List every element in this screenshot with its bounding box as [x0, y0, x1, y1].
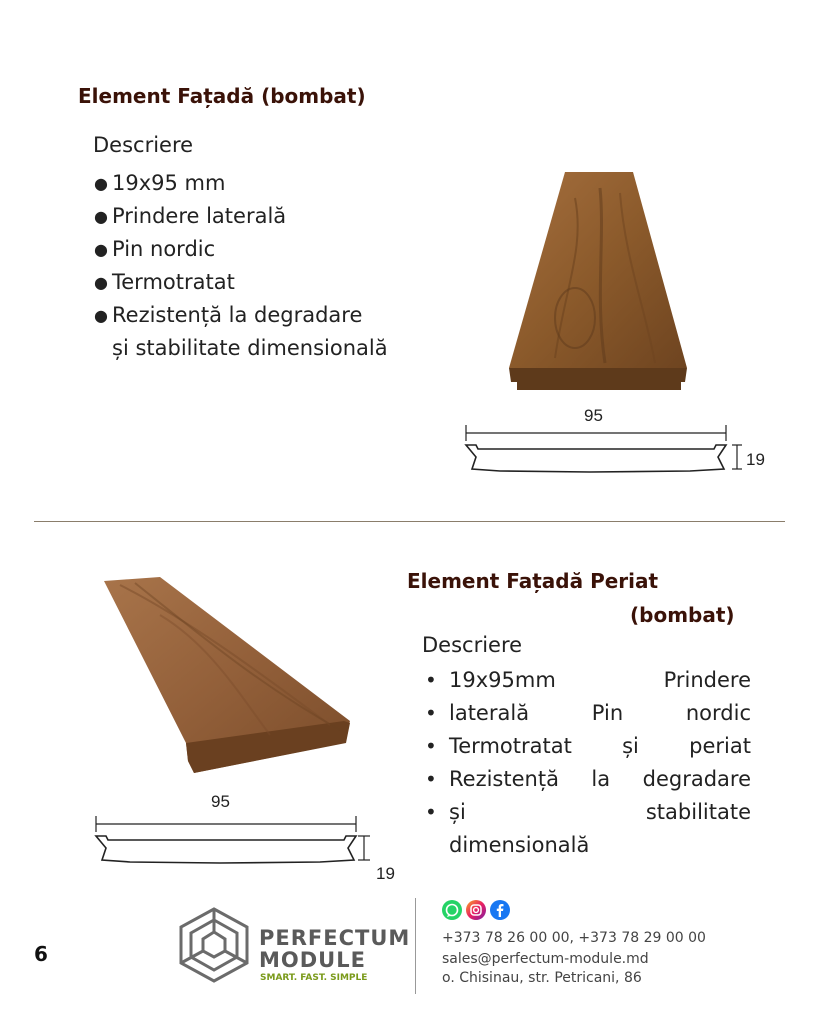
product2-dimension-drawing — [90, 810, 390, 874]
footer-email[interactable]: sales@perfectum-module.md — [442, 951, 649, 967]
footer-address: o. Chisinau, str. Petricani, 86 — [442, 970, 642, 986]
product2-description-label: Descriere — [422, 633, 523, 657]
product2-bullet-item — [425, 664, 751, 697]
product2-bullet-word: și — [449, 800, 466, 824]
product1-dim-height: 19 — [746, 450, 765, 469]
product2-bullet-word: Prindere — [663, 668, 751, 692]
product2-dim-height: 19 — [376, 864, 395, 883]
product2-bullet-item — [425, 763, 751, 796]
brand-line1: PERFECTUM — [259, 926, 411, 950]
product2-bullet-word: laterală — [449, 701, 530, 725]
section-divider — [34, 521, 785, 522]
product2-bullet-word: 19x95mm — [449, 668, 556, 692]
product2-title-line2: (bombat) — [630, 603, 735, 627]
product2-bullet-item — [425, 697, 751, 730]
product1-bullet-text: 19x95 mm — [112, 171, 226, 195]
bullet-dot-icon: ● — [94, 207, 108, 226]
product1-bullet-item — [94, 299, 388, 332]
product1-description-label: Descriere — [93, 133, 194, 157]
product2-bullet-word: degradare — [642, 767, 751, 791]
bullet-dot-icon: • — [425, 734, 437, 758]
product2-bullet-word: Pin — [591, 701, 624, 725]
product1-bullet-item — [112, 332, 388, 365]
product2-bullet-word: stabilitate — [645, 800, 751, 824]
product2-wood-image — [100, 575, 352, 775]
product2-bullet-word: la — [591, 767, 611, 791]
whatsapp-icon[interactable] — [442, 900, 462, 920]
product1-wood-image — [505, 168, 695, 393]
facebook-icon[interactable] — [490, 900, 510, 920]
product2-bullet-word: dimensională — [449, 833, 590, 857]
product1-dim-width: 95 — [584, 406, 603, 425]
product2-bullet-item — [425, 796, 751, 829]
product2-bullet-word: nordic — [685, 701, 751, 725]
bullet-dot-icon: • — [425, 701, 437, 725]
product2-bullet-item — [449, 829, 751, 862]
bullet-dot-icon: • — [425, 668, 437, 692]
product2-bullet-word: periat — [689, 734, 751, 758]
perfectum-logo-icon — [177, 906, 251, 984]
footer-phones: +373 78 26 00 00, +373 78 29 00 00 — [442, 930, 706, 946]
product1-title: Element Fațadă (bombat) — [78, 84, 366, 108]
bullet-dot-icon: ● — [94, 273, 108, 292]
product2-bullet-word: Termotratat — [449, 734, 572, 758]
footer-divider — [415, 898, 416, 994]
product1-bullet-text: Rezistență la degradare — [112, 303, 363, 327]
product1-dimension-drawing — [460, 405, 780, 485]
product1-bullet-list — [94, 167, 388, 365]
product1-bullet-item — [94, 233, 388, 266]
page-number: 6 — [34, 942, 48, 966]
product2-title-line1: Element Fațadă Periat — [407, 569, 659, 593]
product1-bullet-text: Termotratat — [112, 270, 235, 294]
bullet-dot-icon: • — [425, 767, 437, 791]
social-icons — [442, 900, 510, 920]
product2-bullet-word: și — [622, 734, 639, 758]
brand-line2: MODULE — [259, 948, 366, 972]
product1-bullet-item — [94, 167, 388, 200]
product2-dim-width: 95 — [211, 792, 230, 811]
product1-bullet-item — [94, 200, 388, 233]
brand-tagline: SMART. FAST. SIMPLE — [260, 973, 368, 983]
bullet-dot-icon: ● — [94, 174, 108, 193]
bullet-dot-icon: ● — [94, 240, 108, 259]
product1-bullet-item — [94, 266, 388, 299]
instagram-icon[interactable] — [466, 900, 486, 920]
bullet-dot-icon: ● — [94, 306, 108, 325]
product1-bullet-text: Prindere laterală — [112, 204, 287, 228]
product1-bullet-text: și stabilitate dimensională — [112, 336, 388, 360]
product2-bullet-item — [425, 730, 751, 763]
product1-bullet-text: Pin nordic — [112, 237, 216, 261]
product2-bullet-word: Rezistență — [449, 767, 559, 791]
bullet-dot-icon: • — [425, 800, 437, 824]
product2-bullet-list — [425, 664, 751, 862]
